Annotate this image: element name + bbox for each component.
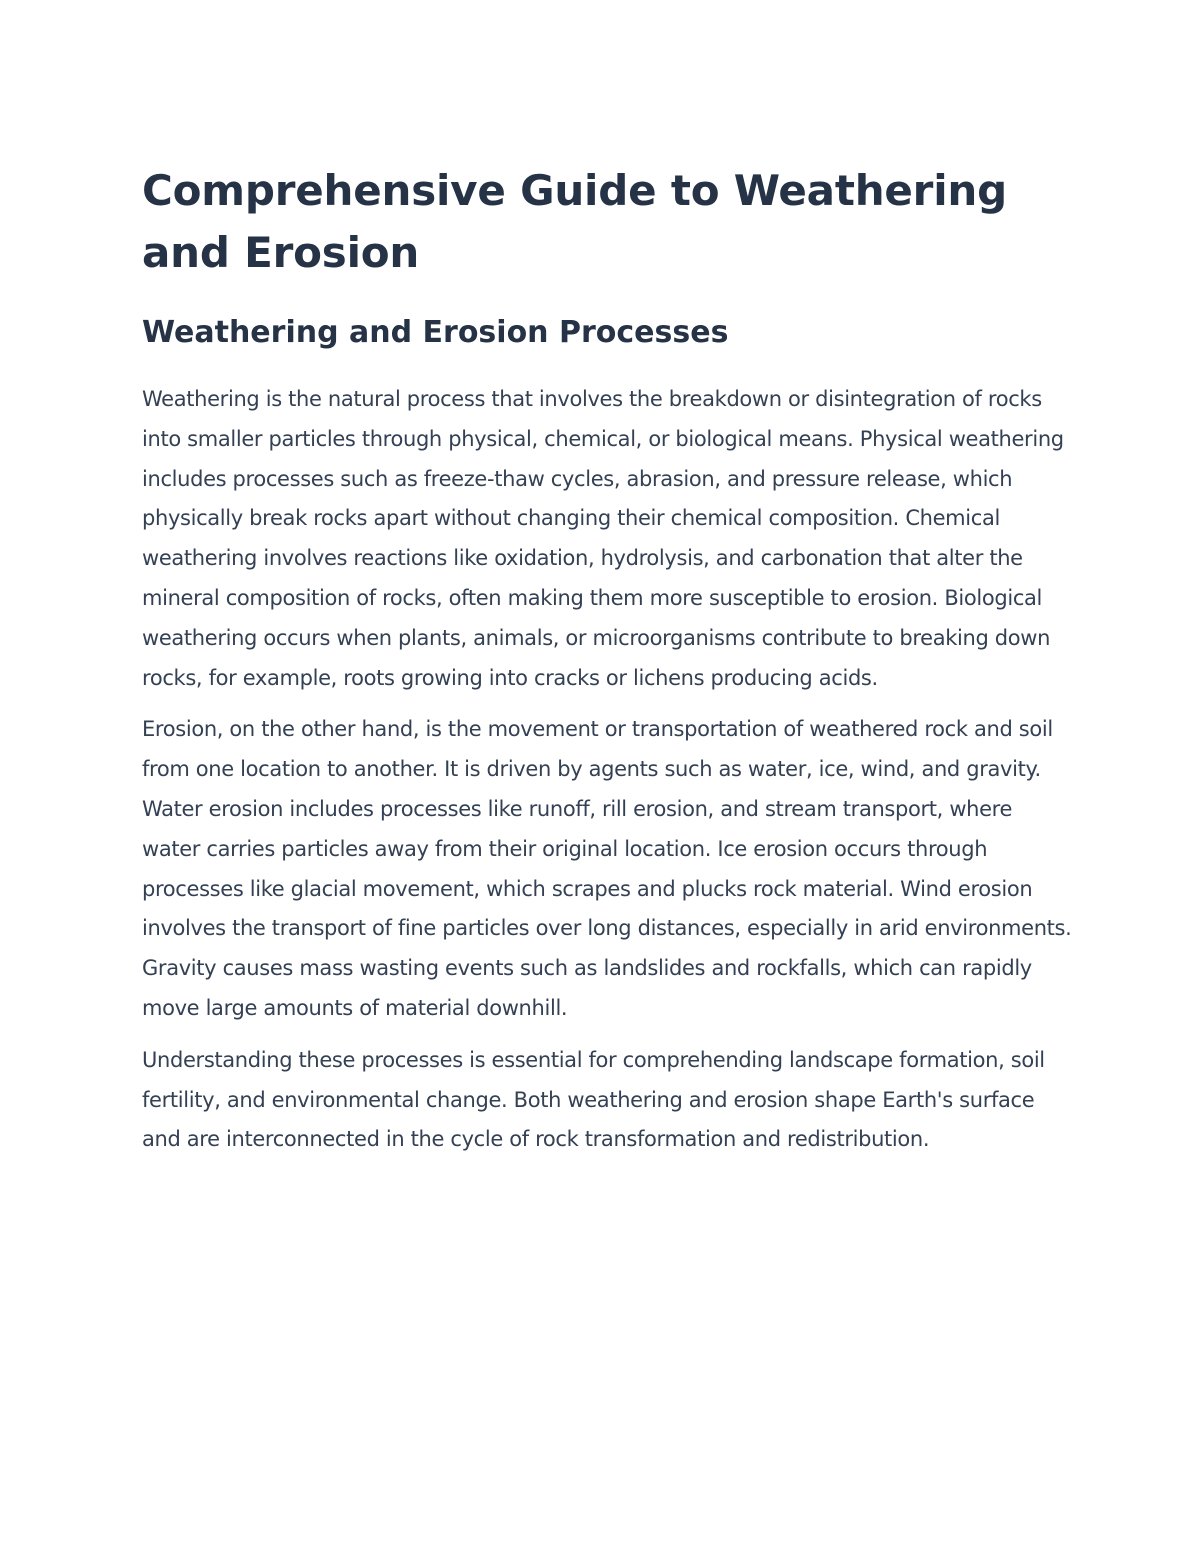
- paragraph-erosion: Erosion, on the other hand, is the movement or transportation of weathered rock and soil from one location to another. It is driven by agents such as water, ice, wind, and gravity. Water erosion includes processes like runoff, rill erosion, and stream transport, where water carries particles away from their original location. Ice erosion occurs through processes like glacial movement, which scrapes and plucks rock material. Wind erosion involves the transport of fine particles over long distances, especially in arid environments. Gravity causes mass wasting events such as landslides and rockfalls, which can rapidly move large amounts of material downhill.: [142, 717, 1072, 1020]
- section-heading: Weathering and Erosion Processes: [142, 315, 729, 350]
- paragraph-weathering: Weathering is the natural process that involves the breakdown or disintegration of rocks into smaller particles through physical, chemical, or biological means. Physical weathering includes processes such as freeze-thaw cycles, abrasion, and pressure release, which physically break rocks apart without changing their chemical composition. Chemical weathering involves reactions like oxidation, hydrolysis, and carbonation that alter the mineral composition of rocks, often making them more susceptible to erosion. Biological weathering occurs when plants, animals, or microorganisms contribute to breaking down rocks, for example, roots growing into cracks or lichens producing acids.: [142, 387, 1064, 690]
- document-content: [142, 160, 1072, 1160]
- document-title: Comprehensive Guide to Weathering and Erosion: [142, 166, 1007, 277]
- paragraph-understanding: Understanding these processes is essential for comprehending landscape formation, soil fertility, and environmental change. Both weathering and erosion shape Earth's surface and are interconnected in the cycle of rock transformation and redistribution.: [142, 1047, 1045, 1152]
